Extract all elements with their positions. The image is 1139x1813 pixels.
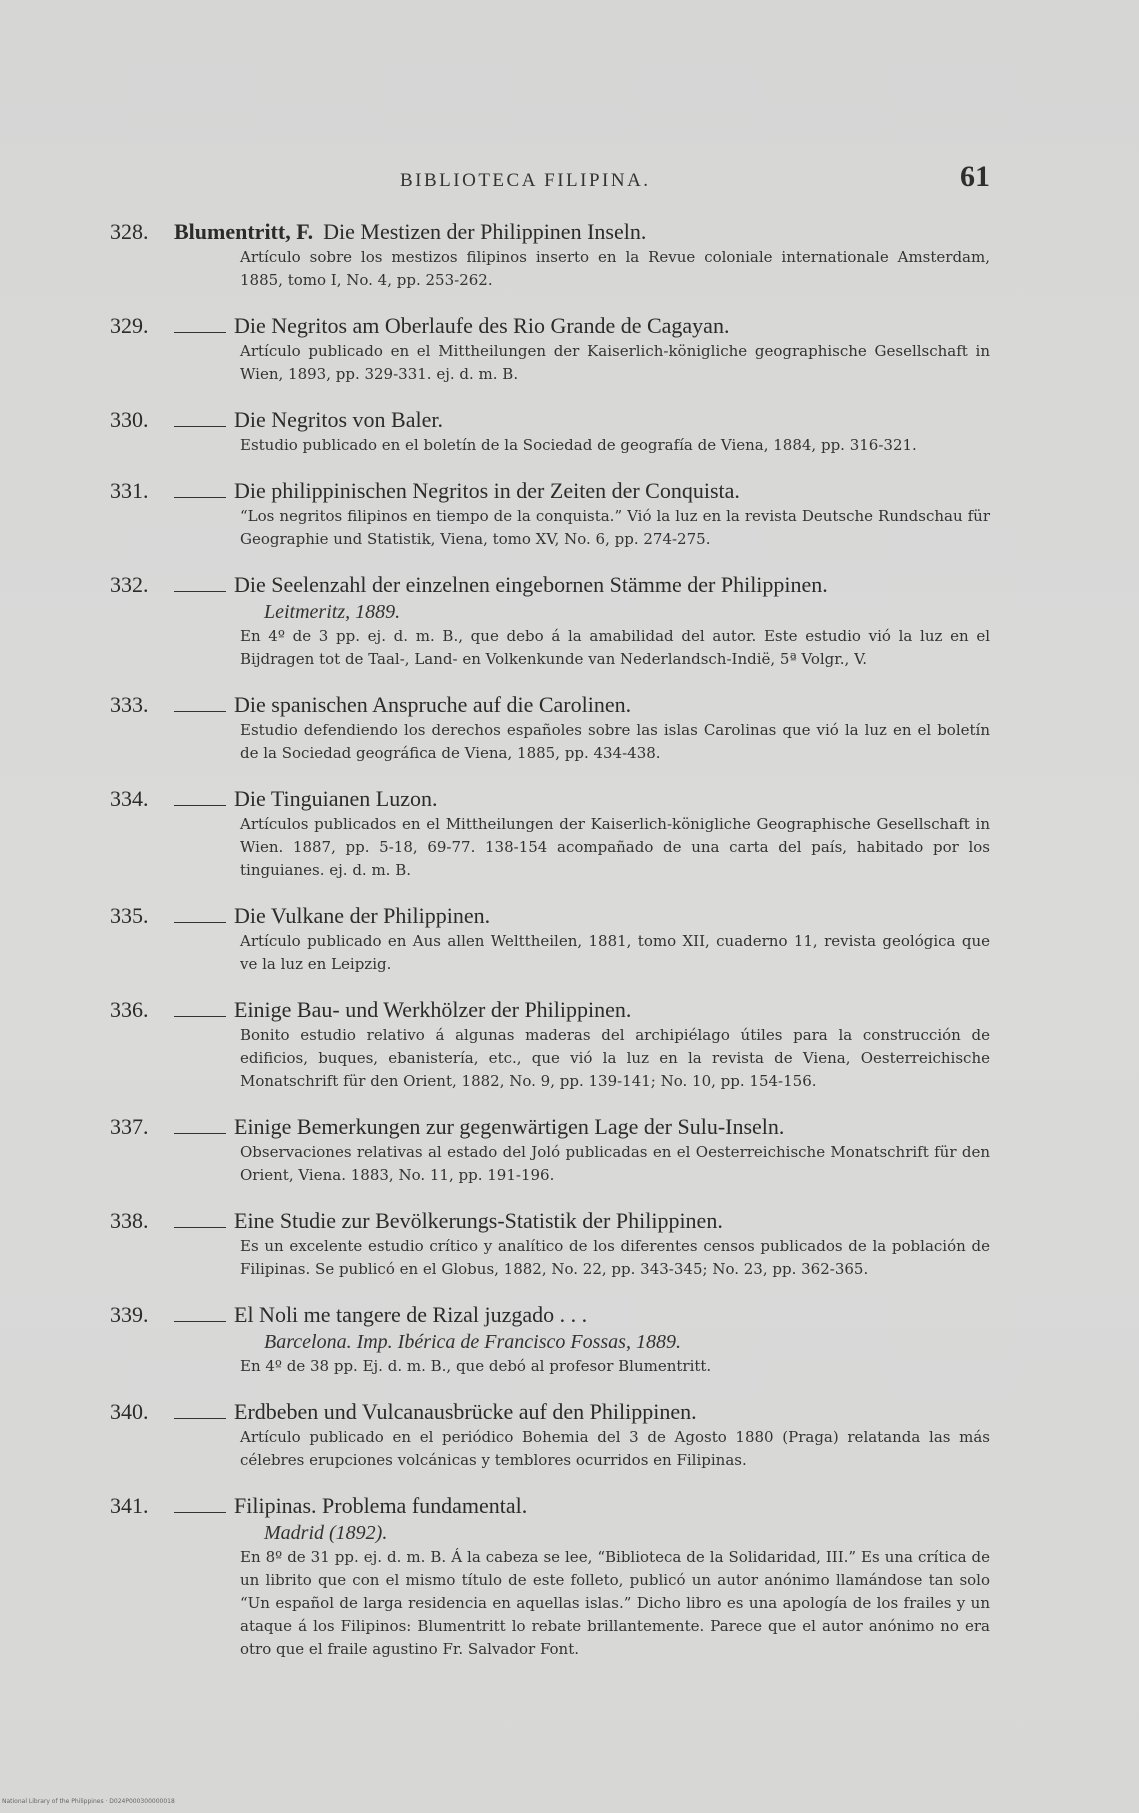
entry-note: Artículo publicado en Aus allen Welttheilen, 1881, tomo XII, cuaderno 11, revista geológica que ve la luz en Leipzig.	[240, 932, 990, 973]
entry-title: Eine Studie zur Bevölkerungs-Statistik der Philippinen.	[234, 1208, 723, 1233]
entry-title: Die Mestizen der Philippinen Inseln.	[323, 219, 647, 244]
entry-heading	[110, 312, 990, 340]
entry-heading	[110, 785, 990, 813]
bibliography-entry	[110, 1492, 990, 1661]
bibliography-entries	[110, 218, 990, 1681]
bibliography-entry	[110, 785, 990, 882]
bibliography-entry	[110, 1301, 990, 1378]
bibliography-entry	[110, 996, 990, 1093]
entry-number: 335.	[110, 903, 149, 928]
entry-title: Die Tinguianen Luzon.	[234, 786, 438, 811]
entry-heading	[110, 996, 990, 1024]
entry-note: En 4º de 38 pp. Ej. d. m. B., que debó al profesor Blumentritt.	[240, 1357, 712, 1375]
ditto-dash	[174, 922, 226, 923]
entry-note: En 8º de 31 pp. ej. d. m. B. Á la cabeza se lee, “Biblioteca de la Solidaridad, III.” Es una crítica de un librito que con el mismo título de este folleto, publicó un autor anónimo llamándose tan solo “Un español de larga residencia en aquellas islas.” Dicho libro es una apología de los frailes y un ataque á los Filipinos: Blumentritt lo rebate brillantemente. Parece que el autor anónimo no era otro que el fraile agustino Fr. Salvador Font.	[240, 1548, 990, 1658]
entry-imprint: Barcelona. Imp. Ibérica de Francisco Fossas, 1889.	[264, 1331, 681, 1353]
ditto-dash	[174, 591, 226, 592]
entry-heading	[110, 1492, 990, 1520]
entry-heading	[110, 1398, 990, 1426]
entry-number: 341.	[110, 1493, 149, 1518]
entry-number: 340.	[110, 1399, 149, 1424]
ditto-dash	[174, 805, 226, 806]
entry-heading	[110, 406, 990, 434]
entry-author: Blumentritt, F.	[174, 219, 314, 244]
bibliography-entry	[110, 691, 990, 765]
ditto-dash	[174, 1418, 226, 1419]
bibliography-entry	[110, 1113, 990, 1187]
ditto-dash	[174, 1227, 226, 1228]
bibliography-entry	[110, 1398, 990, 1472]
entry-title: Die Negritos am Oberlaufe des Rio Grande de Cagayan.	[234, 313, 730, 338]
entry-title: Die spanischen Anspruche auf die Carolinen.	[234, 692, 632, 717]
entry-heading	[110, 218, 990, 246]
entry-number: 334.	[110, 786, 149, 811]
entry-title: Erdbeben und Vulcanausbrücke auf den Philippinen.	[234, 1399, 697, 1424]
entry-note: Estudio publicado en el boletín de la Sociedad de geografía de Viena, 1884, pp. 316-321.	[240, 436, 917, 454]
bibliography-entry	[110, 571, 990, 671]
entry-heading	[110, 691, 990, 719]
entry-note: Observaciones relativas al estado del Joló publicadas en el Oesterreichische Monatschrift für den Orient, Viena. 1883, No. 11, pp. 191-196.	[240, 1143, 990, 1184]
bibliography-entry	[110, 1207, 990, 1281]
bibliography-entry	[110, 902, 990, 976]
ditto-dash	[174, 1512, 226, 1513]
entry-number: 329.	[110, 313, 149, 338]
entry-note: Artículo sobre los mestizos filipinos inserto en la Revue coloniale internationale Amsterdam, 1885, tomo I, No. 4, pp. 253-262.	[240, 248, 990, 289]
entry-title: Die Seelenzahl der einzelnen eingebornen Stämme der Philippinen.	[234, 572, 828, 597]
entry-number: 332.	[110, 572, 149, 597]
entry-number: 337.	[110, 1114, 149, 1139]
entry-heading	[110, 1301, 990, 1329]
scan-footer: National Library of the Philippines · D024P000300000018	[2, 1798, 175, 1805]
bibliography-entry	[110, 477, 990, 551]
entry-note: Bonito estudio relativo á algunas maderas del archipiélago útiles para la construcción de edificios, buques, ebanistería, etc., que vió la luz en la revista de Viena, Oesterreichische Monatschrift für den Orient, 1882, No. 9, pp. 139-141; No. 10, pp. 154-156.	[240, 1026, 990, 1090]
entry-note: Artículo publicado en el Mittheilungen der Kaiserlich-königliche geographische Gesellschaft in Wien, 1893, pp. 329-331. ej. d. m. B.	[240, 342, 990, 383]
ditto-dash	[174, 1321, 226, 1322]
entry-heading	[110, 1113, 990, 1141]
ditto-dash	[174, 1016, 226, 1017]
entry-number: 331.	[110, 478, 149, 503]
entry-title: Die Negritos von Baler.	[234, 407, 443, 432]
ditto-dash	[174, 426, 226, 427]
entry-title: Einige Bemerkungen zur gegenwärtigen Lage der Sulu-Inseln.	[234, 1114, 785, 1139]
entry-note: “Los negritos filipinos en tiempo de la conquista.” Vió la luz en la revista Deutsche Rundschau für Geographie und Statistik, Viena, tomo XV, No. 6, pp. 274-275.	[240, 507, 990, 548]
ditto-dash	[174, 711, 226, 712]
entry-number: 333.	[110, 692, 149, 717]
bibliography-entry	[110, 218, 990, 292]
entry-number: 330.	[110, 407, 149, 432]
entry-heading	[110, 571, 990, 599]
entry-title: Die Vulkane der Philippinen.	[234, 903, 491, 928]
entry-imprint: Leitmeritz, 1889.	[264, 601, 401, 623]
entry-note: Artículo publicado en el periódico Bohemia del 3 de Agosto 1880 (Praga) relatanda las más célebres erupciones volcánicas y temblores ocurridos en Filipinas.	[240, 1428, 990, 1469]
entry-imprint: Madrid (1892).	[264, 1522, 388, 1544]
ditto-dash	[174, 1133, 226, 1134]
ditto-dash	[174, 332, 226, 333]
entry-note: En 4º de 3 pp. ej. d. m. B., que debo á la amabilidad del autor. Este estudio vió la luz en el Bijdragen tot de Taal-, Land- en Volkenkunde van Nederlandsch-Indië, 5ª Volgr., V.	[240, 627, 990, 668]
entry-note: Estudio defendiendo los derechos españoles sobre las islas Carolinas que vió la luz en el boletín de la Sociedad geográfica de Viena, 1885, pp. 434-438.	[240, 721, 990, 762]
entry-number: 328.	[110, 219, 149, 244]
bibliography-entry	[110, 406, 990, 457]
ditto-dash	[174, 497, 226, 498]
entry-heading	[110, 477, 990, 505]
entry-heading	[110, 902, 990, 930]
bibliography-entry	[110, 312, 990, 386]
entry-number: 336.	[110, 997, 149, 1022]
entry-title: El Noli me tangere de Rizal juzgado . . .	[234, 1302, 588, 1327]
entry-number: 338.	[110, 1208, 149, 1233]
entry-note: Artículos publicados en el Mittheilungen der Kaiserlich-königliche Geographische Gesellschaft in Wien. 1887, pp. 5-18, 69-77. 138-154 acompañado de una carta del país, habitado por los tinguianes. ej. d. m. B.	[240, 815, 990, 879]
running-title: BIBLIOTECA FILIPINA.	[400, 170, 651, 191]
entry-title: Einige Bau- und Werkhölzer der Philippinen.	[234, 997, 632, 1022]
entry-note: Es un excelente estudio crítico y analítico de los diferentes censos publicados de la población de Filipinas. Se publicó en el Globus, 1882, No. 22, pp. 343-345; No. 23, pp. 362-365.	[240, 1237, 990, 1278]
entry-title: Filipinas. Problema fundamental.	[234, 1493, 528, 1518]
entry-title: Die philippinischen Negritos in der Zeiten der Conquista.	[234, 478, 740, 503]
page-number: 61	[960, 160, 990, 193]
entry-number: 339.	[110, 1302, 149, 1327]
page-header	[200, 160, 990, 200]
entry-heading	[110, 1207, 990, 1235]
